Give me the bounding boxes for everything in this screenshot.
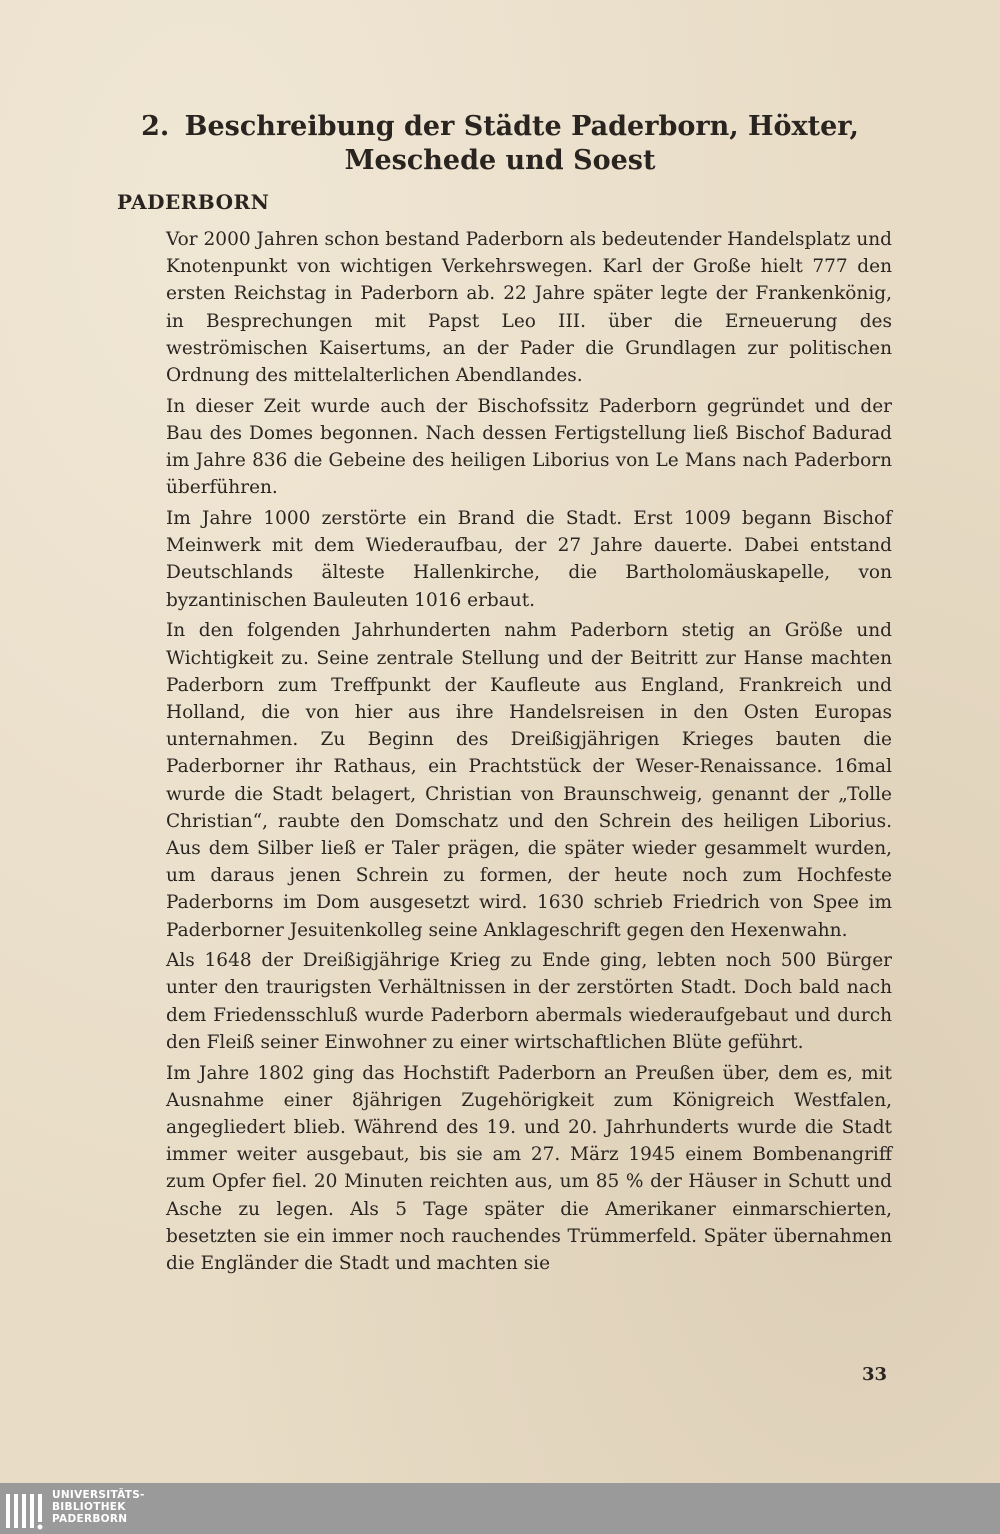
chapter-number: 2. — [141, 111, 170, 142]
paragraph: Im Jahre 1802 ging das Hochstift Paderborn an Preußen über, dem es, mit Ausnahme einer 8jährigen Zugehörigkeit zum Königreich Westfalen, angegliedert blieb. Während des 19. und 20. Jahrhunderts wurde die Stadt immer weiter ausgebaut, bis sie am 27. März 1945 einem Bombenangriff zum Opfer fiel. 20 Minuten reichten aus, um 85 % der Häuser in Schutt und Asche zu legen. Als 5 Tage später die Amerikaner einmarschierten, besetzten sie ein immer noch rauchendes Trümmerfeld. Später übernahmen die Engländer die Stadt und machten sie — [166, 1062, 892, 1275]
paragraph: Vor 2000 Jahren schon bestand Paderborn als bedeutender Handelsplatz und Knotenpunkt von wichtigen Verkehrswegen. Karl der Große hielt 777 den ersten Reichstag in Paderborn ab. 22 Jahre später legte der Frankenkönig, in Besprechungen mit Papst Leo III. über die Erneuerung des weströmischen Kaisertums, an der Pader die Grundlagen zur politischen Ordnung des mittelalterlichen Abendlandes. — [166, 229, 892, 387]
page-number: 33 — [862, 1364, 888, 1385]
paragraph: In dieser Zeit wurde auch der Bischofssitz Paderborn gegründet und der Bau des Domes begonnen. Nach dessen Fertigstellung ließ Bischof Badurad im Jahre 836 die Gebeine des heiligen Liborius von Le Mans nach Paderborn überführen. — [166, 395, 892, 499]
library-name-line: BIBLIOTHEK — [52, 1501, 126, 1513]
library-name-line: PADERBORN — [52, 1513, 128, 1525]
library-name — [52, 1489, 145, 1525]
paragraph: Im Jahre 1000 zerstörte ein Brand die Stadt. Erst 1009 begann Bischof Meinwerk mit dem Wiederaufbau, der 27 Jahre dauerte. Dabei entstand Deutschlands älteste Hallenkirche, die Bartholomäuskapelle, von byzantinischen Bauleuten 1016 erbaut. — [166, 508, 892, 611]
paragraph: In den folgenden Jahrhunderten nahm Paderborn stetig an Größe und Wichtigkeit zu. Seine zentrale Stellung und der Beitritt zur Hanse machten Paderborn zum Treffpunkt der Kaufleute aus England, Frankreich und Holland, die von hier aus ihre Handelsreisen in den Osten Europas unternahmen. Zu Beginn des Dreißigjährigen Krieges bauten die Paderborner ihr Rathaus, ein Prachtstück der Weser-Renaissance. 16mal wurde die Stadt belagert, Christian von Braunschweig, genannt der „Tolle Christian“, raubte den Domschatz und den Schrein des heiligen Liborius. Aus dem Silber ließ er Taler prägen, die später wieder gesammelt wurden, um daraus jenen Schrein zu formen, der heute noch zum Hochfeste Paderborns im Dom ausgesetzt wird. 1630 schrieb Friedrich von Spee im Paderborner Jesuitenkolleg seine Anklageschrift gegen den Hexenwahn. — [166, 620, 892, 941]
library-footer — [0, 1483, 1000, 1534]
body-text — [166, 226, 892, 1281]
library-name-line: UNIVERSITÄTS- — [52, 1489, 145, 1501]
section-title: PADERBORN — [117, 190, 270, 214]
chapter-heading — [110, 110, 890, 178]
library-bars-icon — [4, 1490, 44, 1530]
chapter-title: Beschreibung der Städte Paderborn, Höxter, Meschede und Soest — [184, 111, 859, 176]
paragraph: Als 1648 der Dreißigjährige Krieg zu Ende ging, lebten noch 500 Bürger unter den traurigsten Verhältnissen in der zerstörten Stadt. Doch bald nach dem Friedensschluß wurde Paderborn abermals wiederaufgebaut und durch den Fleiß seiner Einwohner zu einer wirtschaftlichen Blüte geführt. — [166, 950, 892, 1053]
